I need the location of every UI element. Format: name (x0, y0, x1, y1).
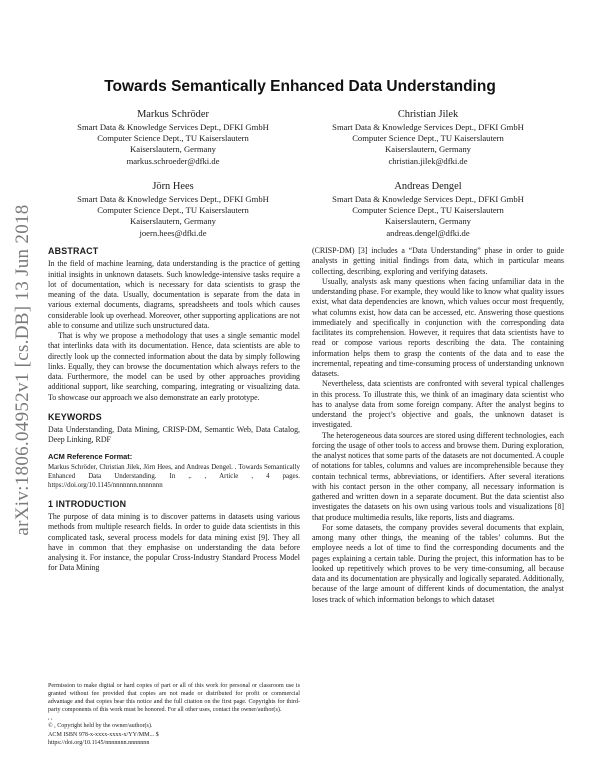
author-email: joern.hees@dfki.de (139, 227, 207, 238)
footnote-isbn: ACM ISBN 978-x-xxxx-xxxx-x/YY/MM... $ (48, 731, 159, 738)
abstract-paragraph: That is why we propose a methodology that uses a single semantic model that interlinks data with its documentation. Hence, data scientists are able to directly look up the connected information about the data by simply following links. Equally, they can browse the documentation which always refers to the data. Furthermore, the model can be used by other approaches providing additional support, like searching, comparing, integrating or visualizing data. To showcase our approach we also demonstrate an early prototype. (48, 331, 300, 402)
keywords-text: Data Understanding, Data Mining, CRISP-DM, Semantic Web, Data Catalog, Deep Linking, RDF (48, 425, 300, 445)
body-paragraph: For some datasets, the company provides several documents that explain, among many other things, the meaning of the tables’ columns. But the employee needs a lot of time to find the corresponding documents and the pages explaining a certain table. During the project, this information has to be looked up repetitively which proves to be very time-consuming, all because data and its documentation are physically and logically separated. Additionally, because of the large amount of different kinds of documentation, the analyst loses track of which information belongs to which dataset (312, 522, 564, 604)
acm-reference-text: Markus Schröder, Christian Jilek, Jörn Hees, and Andreas Dengel. . Towards Semantically Enhanced Data Understanding. In ,. , Article , 4 pages. https://doi.org/10.1145/nnnnnnn.nnnnnnn (48, 463, 300, 489)
author-name: Markus Schröder (137, 109, 209, 120)
author-email: andreas.dengel@dfki.de (386, 227, 470, 238)
footnote-permission: Permission to make digital or hard copies of part or all of this work for personal or classroom use is granted without fee provided that copies are not made or distributed for profit or commercial advantage and that copies bear this notice and the full citation on the first page. Copyrights for third-party components of this work must be honored. For all other uses, contact the owner/author(s). (48, 683, 300, 714)
author-affiliation: Computer Science Dept., TU Kaiserslautern (97, 133, 249, 144)
introduction-heading: 1 INTRODUCTION (48, 498, 127, 509)
author-block (48, 108, 298, 167)
footnote-venue: , , (48, 715, 53, 722)
body-paragraph: Usually, analysts ask many questions when facing unfamiliar data in the understanding phase. For example, they would like to know what quality issues exist, what data dependencies are known, which values occur most frequently, what columns exist, how data can be accessed, etc. Answering those questions immediately and specifically in conjunction with the corresponding data facilitates its comprehension. However, it requires that data scientists have to read or compose various reports describing the data. The containing information helps them to grasp the contents of the data and to ease the incremental, repeating and time-consuming process of understanding unknown datasets. (312, 276, 564, 378)
paper-title: Towards Semantically Enhanced Data Understanding (104, 78, 496, 95)
body-paragraph: The heterogeneous data sources are stored using different technologies, each forcing the usage of other tools to access and browse them. During exploration, the analyst notices that some parts of the datasets are not documented. A couple of notations for tables, columns and values are incomprehensible because they contain technical terms, abbreviations, or identifiers. After several iterations with his contact person in the other company, all necessary information is gathered and written down in a separate document. But the data scientist also investigates the datasets on his own using various tools and visualizations [8] that produce multimedia results, like reports, lists and diagrams. (312, 430, 564, 522)
body-paragraph: (CRISP-DM) [3] includes a “Data Understanding” phase in order to guide analysts in getting initial findings from data, which in particular means collecting, describing, exploring and verifying datasets. (312, 246, 564, 276)
keywords-heading: KEYWORDS (48, 411, 102, 422)
author-location: Kaiserslautern, Germany (130, 144, 216, 155)
author-affiliation: Computer Science Dept., TU Kaiserslautern (97, 205, 249, 216)
author-name: Andreas Dengel (394, 181, 462, 192)
author-email: markus.schroeder@dfki.de (126, 155, 220, 166)
abstract-heading: ABSTRACT (48, 246, 99, 256)
acm-reference-heading: ACM Reference Format: (48, 451, 133, 461)
body-paragraph: Nevertheless, data scientists are confronted with several typical challenges in this process. To illustrate this, we think of an imaginary data scientist who has to analyse data from some foreign company. After the analyst begins to understand the project’s objective and goals, the unknown dataset is investigated. (312, 379, 564, 430)
author-location: Kaiserslautern, Germany (385, 144, 471, 155)
author-location: Kaiserslautern, Germany (385, 216, 471, 227)
author-block (48, 180, 298, 239)
author-block (303, 180, 553, 239)
author-affiliation: Smart Data & Knowledge Services Dept., DFKI GmbH (77, 194, 269, 204)
author-name: Jörn Hees (152, 181, 194, 192)
footnote (48, 682, 300, 747)
abstract-paragraph: In the field of machine learning, data understanding is the practice of getting initial insights in unknown datasets. Such knowledge-intensive tasks require a lot of documentation, which is necessary for data scientists to grasp the meaning of the data. Usually, documentation is separate from the data in various external documents, diagrams, spreadsheets and tools which causes considerable look up overhead. Moreover, other supporting applications are not able to consume and utilize such unstructured data. (48, 259, 300, 330)
introduction-paragraph: The purpose of data mining is to discover patterns in datasets using various methods from multiple research fields. In order to guide data scientists in this complicated task, several process models for data mining exist [9]. They all have in common that they emphasise on understanding the data before analysing it. For instance, the popular Cross-Industry Standard Process Model for Data Mining (48, 512, 300, 573)
author-affiliation: Smart Data & Knowledge Services Dept., DFKI GmbH (332, 194, 524, 204)
author-name: Christian Jilek (397, 109, 459, 120)
author-affiliation: Smart Data & Knowledge Services Dept., DFKI GmbH (332, 122, 524, 132)
arxiv-id: arXiv:1806.04952v1 [cs.DB] 13 Jun 2018 (12, 204, 33, 536)
author-location: Kaiserslautern, Germany (130, 216, 216, 227)
author-affiliation: Smart Data & Knowledge Services Dept., DFKI GmbH (77, 122, 269, 132)
author-email: christian.jilek@dfki.de (388, 155, 468, 166)
author-affiliation: Computer Science Dept., TU Kaiserslautern (352, 205, 504, 216)
arxiv-sidebar-stamp (8, 150, 38, 590)
footnote-copyright: © , Copyright held by the owner/author(s). (48, 723, 153, 730)
right-column (312, 246, 564, 605)
author-affiliation: Computer Science Dept., TU Kaiserslautern (352, 133, 504, 144)
author-block (303, 108, 553, 167)
left-column (48, 246, 300, 574)
footnote-doi: https://doi.org/10.1145/nnnnnnn.nnnnnnn (48, 739, 150, 746)
